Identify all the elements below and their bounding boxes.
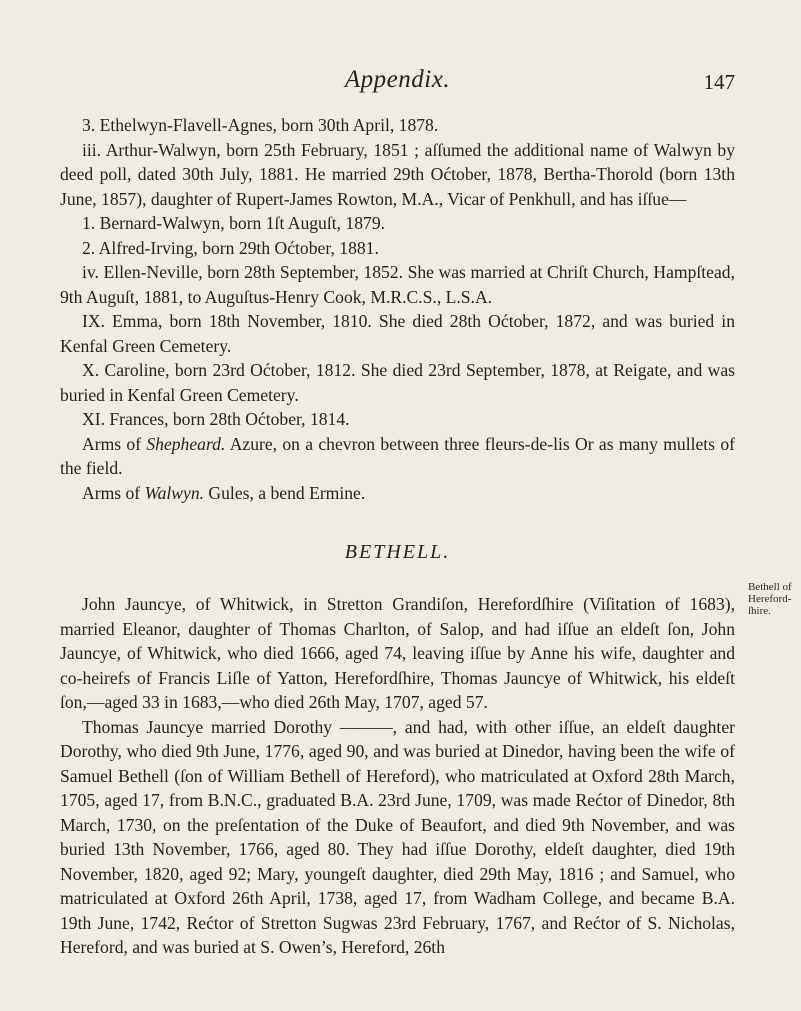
- body-text: [60, 113, 735, 960]
- paragraph-caroline: X. Caroline, born 23rd Oćtober, 1812. She died 23rd September, 1878, at Reigate, and was buried in Kenfal Green Cemetery.: [60, 360, 735, 405]
- paragraph-arthur-walwyn: iii. Arthur-Walwyn, born 25th February, 1851 ; aſſumed the additional name of Walwyn by deed poll, dated 30th July, 1881. He married 29th Oćtober, 1878, Bertha-Thorold (born 13th June, 1857), daughter of Rupert-James Rowton, M.A., Vicar of Penkhull, and has iſſue—: [60, 139, 735, 209]
- paragraph-alfred: 2. Alfred-Irving, born 29th Oćtober, 1881.: [82, 237, 379, 258]
- paragraph-john-jauncye: John Jauncye, of Whitwick, in Stretton Grandiſon, Herefordſhire (Viſitation of 1683), married Eleanor, daughter of Thomas Charlton, of Salop, and had iſſue an eldeſt ſon, John Jauncye, of Whitwick, who died 1666, aged 74, leaving iſſue by Anne his wife, daughter and co-heirefs of Francis Liſle of Yatton, Herefordſhire, Thomas Jauncye of Whitwick, his eldeſt ſon,—aged 33 in 1683,—who died 26th May, 1707, aged 57.: [60, 594, 735, 712]
- margin-note: Bethell of Hereford-ſhire.: [748, 581, 792, 617]
- arms-name-shepheard: Shepheard.: [146, 433, 226, 454]
- arms-blazon: Gules, a bend Ermine.: [204, 482, 366, 503]
- arms-blazon: Azure, on a chevron between three fleurs-de-lis Or as many mullets of the field.: [60, 433, 735, 478]
- paragraph-ellen: iv. Ellen-Neville, born 28th September, 1852. She was married at Chriſt Church, Hampſtead, 9th Auguſt, 1881, to Auguſtus-Henry Cook, M.R.C.S., L.S.A.: [60, 262, 735, 307]
- paragraph-arms-shepheard: [60, 432, 735, 481]
- paragraph-bernard: 1. Bernard-Walwyn, born 1ſt Auguſt, 1879.: [82, 213, 386, 233]
- paragraph-frances: XI. Frances, born 28th Oćtober, 1814.: [82, 409, 350, 429]
- arms-prefix: Arms of: [82, 482, 145, 503]
- arms-name-walwyn: Walwyn.: [144, 482, 205, 503]
- page-header: [60, 66, 735, 100]
- page-number: 147: [703, 70, 735, 94]
- paragraph-emma: IX. Emma, born 18th November, 1810. She died 28th Oćtober, 1872, and was buried in Kenfal Green Cemetery.: [60, 311, 735, 356]
- arms-prefix: Arms of: [82, 433, 147, 454]
- paragraph-thomas-jauncye: Thomas Jauncye married Dorothy ———, and had, with other iſſue, an eldeſt daughter Dorothy, who died 9th June, 1776, aged 90, and was buried at Dinedor, having been the wife of Samuel Bethell (ſon of William Bethell of Hereford), who matriculated at Oxford 28th March, 1705, aged 17, from B.N.C., graduated B.A. 23rd June, 1709, was made Rećtor of Dinedor, 8th March, 1730, on the preſentation of the Duke of Beaufort, and died 9th November, and was buried 13th November, 1766, aged 80. They had iſſue Dorothy, eldeſt daughter, died 19th November, 1820, aged 92; Mary, youngeſt daughter, died 29th May, 1816 ; and Samuel, who matriculated at Oxford 26th April, 1738, aged 17, from Wadham College, and became B.A. 19th June, 1742, Rećtor of Stretton Sugwas 23rd February, 1767, and Rećtor of S. Nicholas, Hereford, and was buried at S. Owen’s, Hereford, 26th: [60, 716, 735, 957]
- paragraph-arms-walwyn: [60, 481, 735, 506]
- paragraph-ethelwyn: 3. Ethelwyn-Flavell-Agnes, born 30th April, 1878.: [82, 115, 439, 135]
- running-title: Appendix.: [344, 66, 451, 93]
- section-title-bethell: BETHELL.: [344, 541, 451, 563]
